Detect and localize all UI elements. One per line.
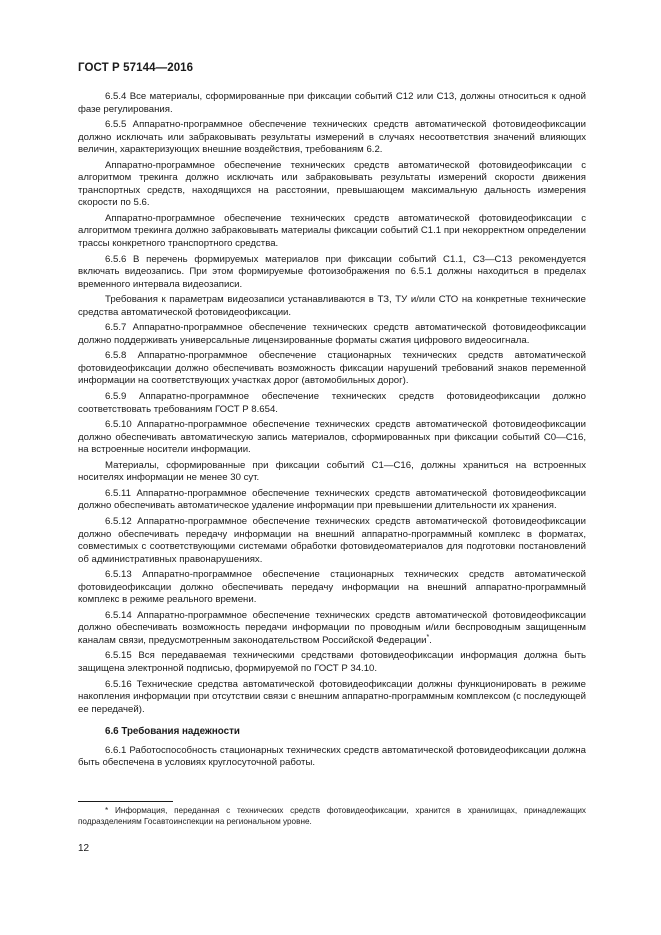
- paragraph-6-5-14-text: 6.5.14 Аппаратно-программное обеспечение технических средств автоматической фотовидеофиксации должно обеспечивать возможность передачи информации по проводным и/или беспроводным защищенным каналам связи, предусмотренным законодательством Российской Федерации: [78, 609, 586, 646]
- document-header: ГОСТ Р 57144—2016: [78, 62, 194, 74]
- paragraph-storage-period: Материалы, сформированные при фиксации событий С1—С16, должны храниться на встроенных носителях информации не менее 30 сут.: [78, 459, 586, 484]
- paragraph-6-5-9: 6.5.9 Аппаратно-программное обеспечение технических средств фотовидеофиксации должно соответствовать требованиям ГОСТ Р 8.654.: [78, 391, 586, 415]
- paragraph-6-5-10: 6.5.10 Аппаратно-программное обеспечение технических средств автоматической фотовидеофиксации должно обеспечивать автоматическую запись материалов, сформированных при фиксации событий С0—С16, на встроенные носители информации.: [78, 419, 586, 456]
- paragraph-6-5-13: 6.5.13 Аппаратно-программное обеспечение стационарных технических средств автоматической фотовидеофиксации должно обеспечивать передачу информации на внешний аппаратно-программный комплекс в режиме реального времени.: [78, 569, 586, 606]
- paragraph-6-5-14: 6.5.14 Аппаратно-программное обеспечение технических средств автоматической фотовидеофиксации должно обеспечивать возможность передачи информации по проводным и/или беспроводным защищенным каналам связи, предусмотренным законодательством Российской Федерации*.: [78, 609, 586, 646]
- footnote-text: * Информация, переданная с технических средств фотовидеофиксации, хранится в хранилищах, принадлежащих подразделениям Госавтоинспекции на региональном уровне.: [78, 806, 586, 827]
- paragraph-6-5-7: 6.5.7 Аппаратно-программное обеспечение технических средств автоматической фотовидеофиксации должно поддерживать универсальные лицензированные форматы сжатия цифрового видеосигнала.: [78, 322, 586, 346]
- page-number: 12: [78, 843, 90, 854]
- paragraph-tracking-speed: Аппаратно-программное обеспечение технических средств автоматической фотовидеофиксации с алгоритмом трекинга должно исключать или забраковывать результаты измерений скорости движения транспортных средств, находящихся на расстоянии, превышающем максимальную дальность измерения скорости по 5.6.: [78, 159, 586, 209]
- footnote: [78, 805, 586, 827]
- paragraph-6-5-15: 6.5.15 Вся передаваемая техническими средствами фотовидеофиксации информация должна быть защищена электронной подписью, формируемой по ГОСТ Р 34.10.: [78, 650, 586, 674]
- paragraph-6-5-5: 6.5.5 Аппаратно-программное обеспечение технических средств автоматической фотовидеофиксации должно исключать или забраковывать результаты измерений в случаях несоответствия значений влияющих величин, характеризующих внешние воздействия, требованиям 6.2.: [78, 119, 586, 156]
- footnote-divider: [78, 801, 173, 802]
- paragraph-6-6-1: 6.6.1 Работоспособность стационарных технических средств автоматической фотовидеофиксации должна быть обеспечена в условиях круглосуточной работы.: [78, 744, 586, 769]
- paragraph-tracking-route: Аппаратно-программное обеспечение технических средств автоматической фотовидеофиксации с алгоритмом трекинга должно забраковывать материалы фиксации событий С1.1 при некорректном определении трассы конкретного транспортного средства.: [78, 212, 586, 250]
- section-heading: 6.6 Требования надежности: [105, 726, 240, 738]
- paragraph-6-5-6: 6.5.6 В перечень формируемых материалов при фиксации событий С1.1, С3—С13 рекомендуется включать видеозапись. При этом формируемые фотоизображения по 6.5.1 должны находиться в пределах временного интервала видеозаписи.: [78, 253, 586, 290]
- paragraph-6-5-11: 6.5.11 Аппаратно-программное обеспечение технических средств автоматической фотовидеофиксации должно обеспечивать автоматическое удаление информации при превышении длительности их хранения.: [78, 487, 586, 512]
- footnote-marker: *: [426, 633, 430, 641]
- paragraph-6-5-4: 6.5.4 Все материалы, сформированные при фиксации событий С12 или С13, должны относиться к одной фазе регулирования.: [78, 91, 586, 115]
- document-body: [78, 91, 586, 770]
- paragraph-6-5-8: 6.5.8 Аппаратно-программное обеспечение стационарных технических средств автоматической фотовидеофиксации должно обеспечивать возможность фиксации нарушений требований знаков переменной информации на соответствующих участках дорог (автомобильных дорог).: [78, 350, 586, 387]
- paragraph-6-5-12: 6.5.12 Аппаратно-программное обеспечение технических средств автоматической фотовидеофиксации должно обеспечивать передачу информации на внешний аппаратно-программный комплекс в форматах, совместимых с соответствующими системами обработки фотовидеоматериалов для подготовки постановлений об административных правонарушениях.: [78, 515, 586, 565]
- paragraph-6-5-16: 6.5.16 Технические средства автоматической фотовидеофиксации должны функционировать в режиме накопления информации при отсутствии связи с внешним аппаратно-программным комплексом (с последующей ее передачей).: [78, 678, 586, 715]
- paragraph-video-params: Требования к параметрам видеозаписи устанавливаются в ТЗ, ТУ и/или СТО на конкретные технические средства автоматической фотовидеофиксации.: [78, 294, 586, 318]
